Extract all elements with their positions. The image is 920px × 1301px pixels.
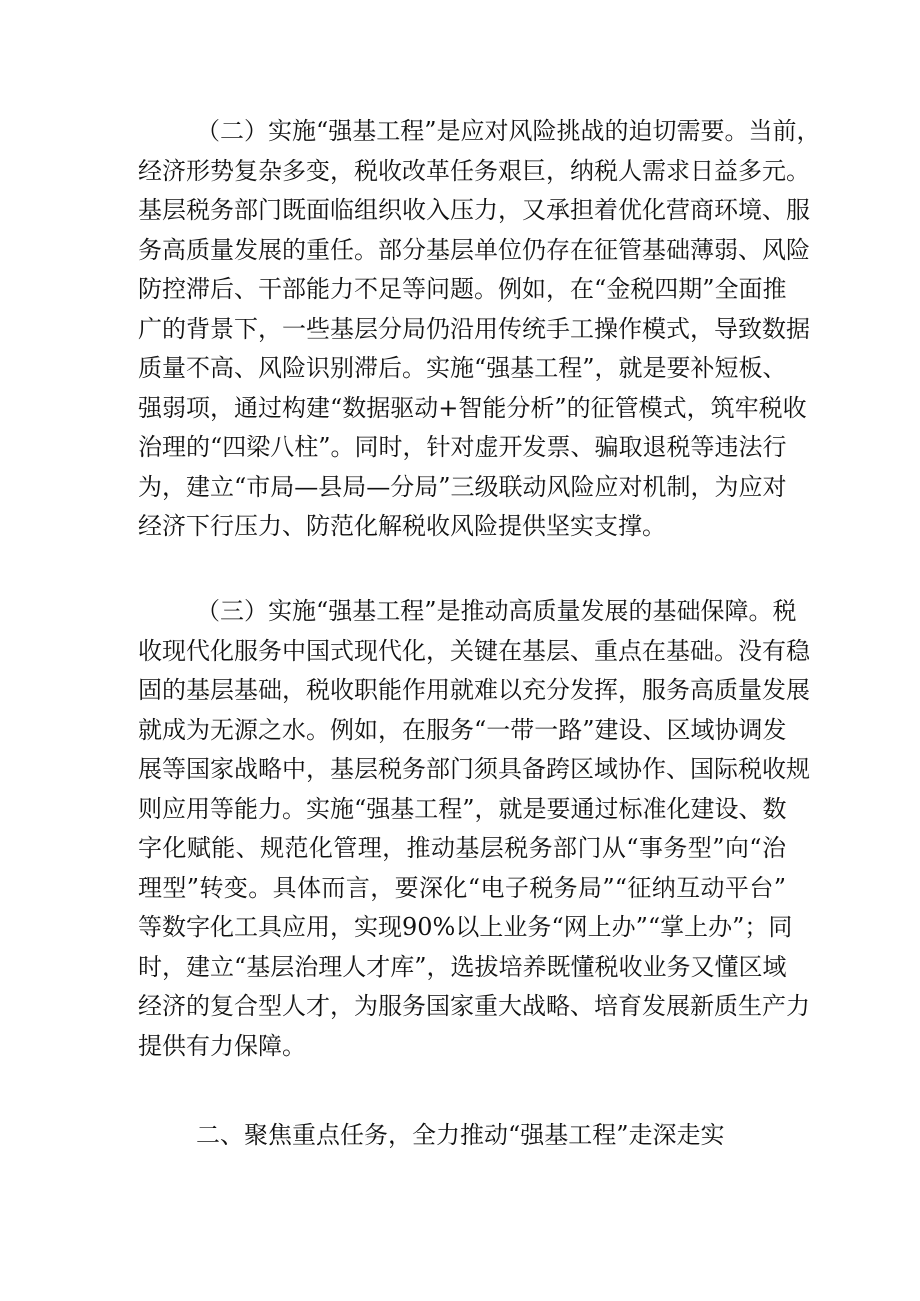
text-line: 防控滞后、干部能力不足等问题。例如，在“金税四期”全面推 <box>138 275 787 303</box>
text-line: 务高质量发展的重任。部分基层单位仍存在征管基础薄弱、风险 <box>138 235 810 264</box>
text-line: 就成为无源之水。例如，在服务“一带一路”建设、区域协调发 <box>138 715 787 744</box>
text-line: 字化赋能、规范化管理，推动基层税务部门从“事务型”向“治 <box>138 834 786 862</box>
text-line: 为，建立“市局—县局—分局”三级联动风险应对机制，为应对 <box>138 472 787 501</box>
paragraph-risk-challenges <box>138 112 821 547</box>
text-line: 质量不高、风险识别滞后。实施“强基工程”，就是要补短板、 <box>138 354 787 382</box>
text-line: 经济的复合型人才，为服务国家重大战略、培育发展新质生产力 <box>138 992 810 1020</box>
text-line: 治理的“四梁八柱”。同时，针对虚开发票、骗取退税等违法行 <box>138 433 787 461</box>
text-line: 经济下行压力、防范化解税收风险提供坚实支撑。 <box>138 512 666 540</box>
text-line: 则应用等能力。实施“强基工程”，就是要通过标准化建设、数 <box>138 794 787 823</box>
text-line: 展等国家战略中，基层税务部门须具备跨区域协作、国际税收规 <box>138 755 810 783</box>
text-line: 固的基层基础，税收职能作用就难以充分发挥，服务高质量发展 <box>138 676 810 704</box>
text-line: 时，建立“基层治理人才库”，选拔培养既懂税收业务又懂区域 <box>138 952 787 981</box>
text-line: 广的背景下，一些基层分局仍沿用传统手工操作模式，导致数据 <box>138 314 810 343</box>
text-line: 收现代化服务中国式现代化，关键在基层、重点在基础。没有稳 <box>138 636 810 665</box>
text-line: 强弱项，通过构建“数据驱动+智能分析”的征管模式，筑牢税收 <box>138 393 807 422</box>
text-line: 理型”转变。具体而言，要深化“电子税务局”“征纳互动平台” <box>138 873 786 902</box>
text-line: 提供有力保障。 <box>138 1031 306 1060</box>
text-line: 经济形势复杂多变，税收改革任务艰巨，纳税人需求日益多元。 <box>138 156 810 185</box>
text-line: 基层税务部门既面临组织收入压力，又承担着优化营商环境、服 <box>138 196 810 224</box>
text-line: （二）实施“强基工程”是应对风险挑战的迫切需要。当前， <box>196 117 821 145</box>
paragraph-high-quality-development <box>138 592 810 1066</box>
section-heading: 二、聚焦重点任务，全力推动“强基工程”走深走实 <box>196 1121 725 1149</box>
text-line: 等数字化工具应用，实现90%以上业务“网上办”“掌上办”；同 <box>138 913 793 941</box>
text-line: （三）实施“强基工程”是推动高质量发展的基础保障。税 <box>196 597 797 625</box>
